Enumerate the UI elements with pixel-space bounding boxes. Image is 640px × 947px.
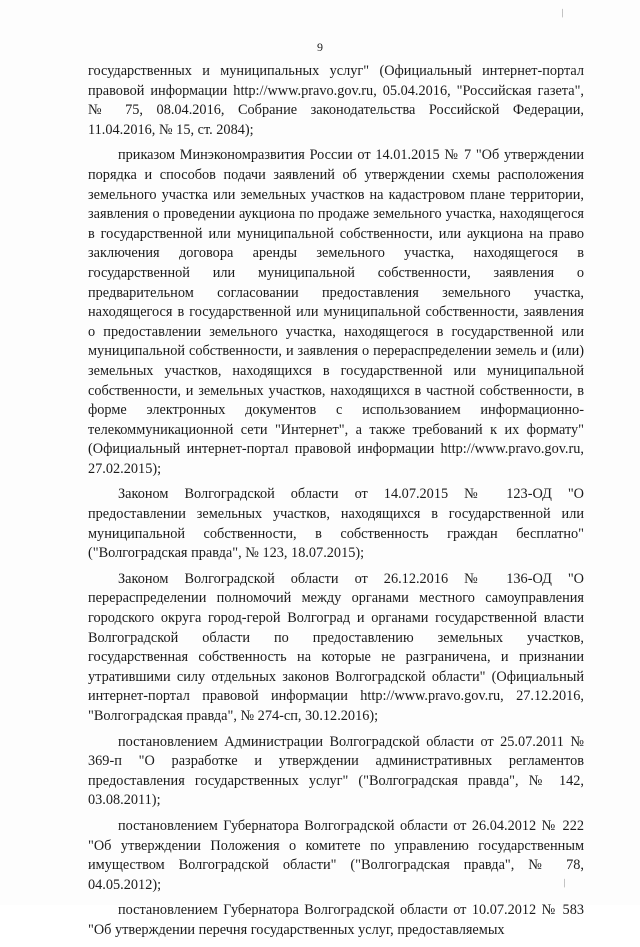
paragraph-resolution-369: постановлением Администрации Волгоградской области от 25.07.2011 № 369-п "О разработке и утверждении административных регламентов предоставления государственных услуг" ("Волгоградская правда", № 142, 03.08.2011); [88, 733, 584, 809]
body-text [88, 62, 584, 947]
paragraph-resolution-222: постановлением Губернатора Волгоградской области от 26.04.2012 № 222 "Об утверждении Положения о комитете по управлению государственным имуществом Волгоградской области" ("Волгоградская правда", № 78, 04.05.2012); [88, 817, 584, 893]
paragraph-continuation: государственных и муниципальных услуг" (Официальный интернет-портал правовой информации http://www.pravo.gov.ru, 05.04.2016, "Российская газета", № 75, 08.04.2016, Собрание законодательства Российской Федерации, 11.04.2016, № 15, ст. 2084); [88, 63, 584, 138]
paragraph-resolution-583: постановлением Губернатора Волгоградской области от 10.07.2012 № 583 "Об утверждении перечня государственных услуг, предоставляемых [88, 902, 584, 938]
pen-mark: / [558, 5, 567, 21]
page-number: 9 [317, 40, 323, 54]
paragraph-law-136: Законом Волгоградской области от 26.12.2016 № 136-ОД "О перераспределении полномочий между органами местного самоуправления городского округа город-герой Волгоград и органами государственной власти Волгоградской области по предоставлению земельных участков, государственная собственность на которые не разграничена, и признании утратившими силу отдельных законов Волгоградской области" (Официальный интернет-портал правовой информации http://www.pravo.gov.ru, 27.12.2016, "Волгоградская правда", № 274-сп, 30.12.2016); [88, 570, 584, 724]
paragraph-order-ministry: приказом Минэкономразвития России от 14.01.2015 № 7 "Об утверждении порядка и способов подачи заявлений об утверждении схемы расположения земельного участка или земельных участков на кадастровом плане территории, заявления о проведении аукциона по продаже земельного участка, находящегося в государственной или муниципальной собственности, или аукциона на право заключения договора аренды земельного участка, находящегося в государственной или муниципальной собственности, заявления о предварительном согласовании предоставления земельного участка, находящегося в государственной или муниципальной собственности, заявления о предоставлении земельного участка, находящегося в государственной или муниципальной собственности, и заявления о перераспределении земель и (или) земельных участков, находящихся в государственной или муниципальной собственности, и земельных участков, находящихся в частной собственности, в форме электронных документов с использованием информационно-телекоммуникационной сети "Интернет", а также требований к их формату" (Официальный интернет-портал правовой информации http://www.pravo.gov.ru, 27.02.2015); [88, 147, 584, 477]
paragraph-law-123: Законом Волгоградской области от 14.07.2015 № 123-ОД "О предоставлении земельных участков, находящихся в государственной или муниципальной собственности, в собственность граждан бесплатно" ("Волгоградская правда", № 123, 18.07.2015); [88, 486, 584, 562]
pen-mark: / [560, 875, 569, 891]
